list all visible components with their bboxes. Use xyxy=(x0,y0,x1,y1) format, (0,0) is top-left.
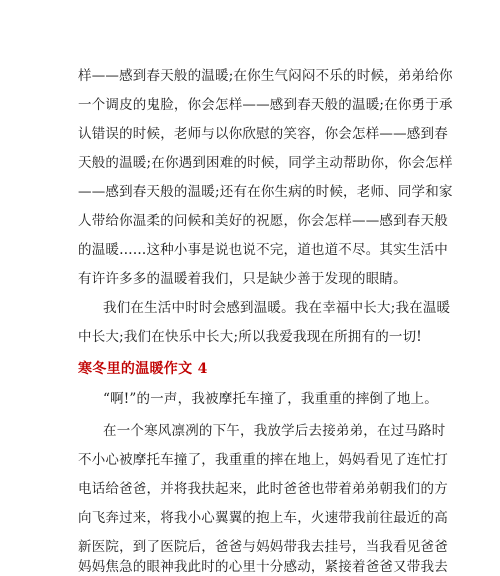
paragraph-line: “啊!”的一声，我被摩托车撞了，我重重的摔倒了地上。 xyxy=(103,391,438,407)
paragraph-line: 天般的温暖;在你遇到困难的时候，同学主动帮助你，你会怎样 xyxy=(78,155,453,171)
paragraph-line: 电话给爸爸，并将我扶起来，此时爸爸也带着弟弟朝我们的方 xyxy=(78,481,448,497)
paragraph-line: 有许许多多的温暖着我们，只是缺少善于发现的眼睛。 xyxy=(78,271,407,287)
paragraph-line: 向飞奔过来，将我小心翼翼的抱上车，火速带我前往最近的高 xyxy=(78,510,448,526)
paragraph-line: 中长大;我们在快乐中长大;所以我爱我现在所拥有的一切! xyxy=(78,329,422,345)
paragraph-line: 人带给你温柔的问候和美好的祝愿，你会怎样——感到春天般 xyxy=(78,213,448,229)
paragraph-line: 在一个寒风凛冽的下午，我放学后去接弟弟，在过马路时 xyxy=(103,423,446,439)
paragraph-line: 一个调皮的鬼脸，你会怎样——感到春天般的温暖;在你勇于承 xyxy=(78,97,453,113)
paragraph-line: ——感到春天般的温暖;还有在你生病的时候，老师、同学和家 xyxy=(78,184,453,200)
paragraph-line: 我们在生活中时时会感到温暖。我在幸福中长大;我在温暖 xyxy=(103,300,451,316)
paragraph-line: 认错误的时候，老师与以你欣慰的笑容，你会怎样——感到春 xyxy=(78,126,448,142)
paragraph-line: 妈妈焦急的眼神我此时的心里十分感动，紧接着爸爸又带我去 xyxy=(78,559,448,575)
paragraph-line: 的温暖……这种小事是说也说不完，道也道不尽。其实生活中 xyxy=(78,242,448,258)
paragraph-line: 不小心被摩托车撞了，我重重的摔在地上，妈妈看见了连忙打 xyxy=(78,452,448,468)
paragraph-line: 样——感到春天般的温暖;在你生气闷闷不乐的时候，弟弟给你 xyxy=(78,68,453,84)
section-heading: 寒冬里的温暖作文 4 xyxy=(78,361,208,377)
paragraph-line: 新医院，到了医院后，爸爸与妈妈带我去挂号，当我看见爸爸 xyxy=(78,539,448,555)
